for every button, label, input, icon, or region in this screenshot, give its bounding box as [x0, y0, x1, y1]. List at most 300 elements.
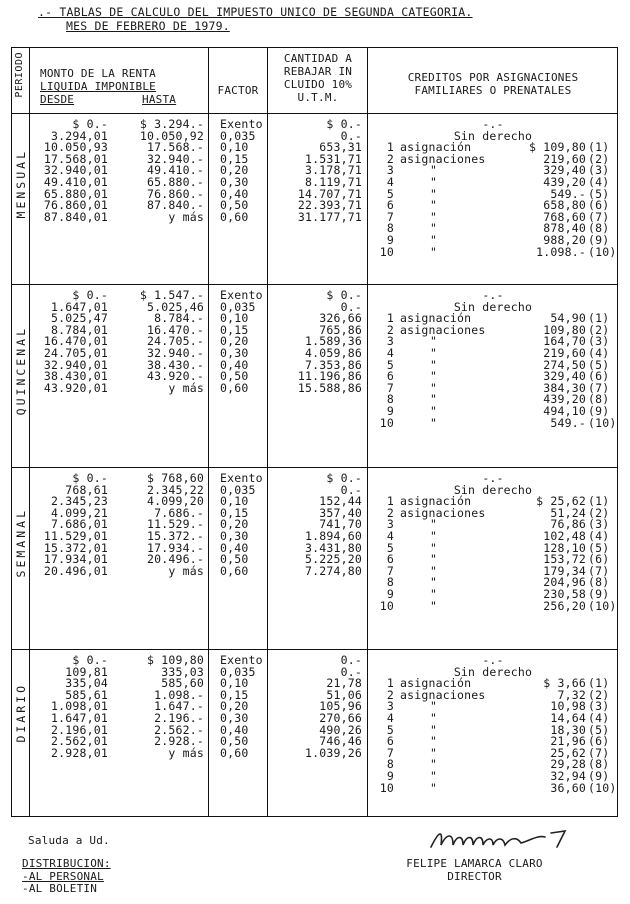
- credit-row: [12, 322, 617, 337]
- bracket-cantidad: 15.588,86: [297, 380, 362, 395]
- title-line-2: MES DE FEBRERO DE 1979.: [66, 19, 230, 33]
- credit-index: (10): [588, 415, 617, 430]
- credit-index: (9): [588, 233, 610, 247]
- credit-amount: $ 3,66: [543, 676, 586, 691]
- credit-label: ": [430, 415, 438, 430]
- bracket-desde: 1.647,01: [51, 299, 108, 314]
- bracket-cantidad: 741,70: [319, 517, 362, 532]
- credit-amount: 494,10: [543, 404, 586, 418]
- credit-index: (3): [588, 699, 610, 714]
- credit-row: [12, 780, 617, 795]
- table-header: [12, 48, 617, 114]
- closing-salutation: Saluda a Ud.: [28, 834, 110, 847]
- credit-label: -.-: [482, 653, 504, 667]
- credit-count: 7: [386, 563, 394, 578]
- bracket-factor: 0,40: [220, 540, 249, 555]
- credit-label: ": [430, 780, 438, 795]
- credit-label: ": [430, 722, 438, 737]
- credit-row: [12, 151, 617, 166]
- distribution-item-personal: -AL PERSONAL: [22, 869, 104, 883]
- credit-amount: 549.-: [550, 415, 586, 430]
- bracket-hasta: 8.784.-: [154, 311, 204, 326]
- credit-amount: 102,48: [543, 529, 586, 543]
- credit-index: (3): [588, 517, 610, 532]
- credit-amount: 164,70: [543, 334, 586, 349]
- credit-index: (8): [588, 575, 610, 590]
- credit-amount: $ 25,62: [536, 494, 586, 509]
- bracket-hasta: 335,03: [161, 664, 204, 679]
- credit-count: 5: [386, 357, 394, 372]
- bracket-desde: 20.496,01: [43, 563, 108, 578]
- credit-amount: 21,96: [550, 734, 586, 749]
- credit-count: 10: [379, 415, 394, 430]
- bracket-desde: 17.934,01: [43, 552, 108, 567]
- credit-count: 1: [386, 311, 394, 326]
- bracket-hasta: $ 3.294.-: [139, 117, 204, 131]
- credit-amount: 36,60: [550, 780, 586, 795]
- credit-index: (7): [588, 563, 610, 578]
- credit-row: [12, 357, 617, 372]
- bracket-cantidad: 0.-: [340, 482, 362, 497]
- bracket-factor: 0,40: [220, 722, 249, 737]
- credit-amount: 51,24: [550, 505, 586, 520]
- credit-amount: 439,20: [543, 175, 586, 189]
- bracket-hasta: 10.050,92: [139, 128, 204, 143]
- credit-count: 10: [379, 244, 394, 259]
- credit-row: [12, 209, 617, 224]
- credit-row: [12, 235, 617, 247]
- credit-label: Sin derecho: [453, 299, 533, 314]
- credit-label: ": [430, 575, 438, 590]
- credit-amount: $ 109,80: [529, 140, 586, 155]
- bracket-hasta: y más: [168, 745, 204, 760]
- credit-row: [12, 244, 617, 259]
- credit-index: (8): [588, 392, 610, 407]
- credit-amount: 29,28: [550, 757, 586, 772]
- credit-label: ": [430, 699, 438, 714]
- credit-amount: 128,10: [543, 540, 586, 555]
- bracket-factor: 0,15: [220, 687, 249, 702]
- bracket-desde: 16.470,01: [43, 334, 108, 349]
- bracket-hasta: 4.099,20: [147, 494, 204, 509]
- bracket-cantidad: $ 0.-: [326, 471, 362, 485]
- bracket-factor: Exento: [220, 471, 263, 485]
- distribution-item-boletin: -AL BOLETIN: [22, 882, 98, 895]
- bracket-hasta: 585,60: [161, 676, 204, 691]
- bracket-desde: 24.705,01: [43, 346, 108, 360]
- credit-index: (1): [588, 311, 610, 326]
- credit-row: [12, 415, 617, 430]
- bracket-hasta: 11.529.-: [147, 517, 204, 532]
- tax-table: [11, 47, 618, 817]
- credit-label: ": [430, 745, 438, 760]
- bracket-factor: Exento: [220, 117, 263, 131]
- credit-label: ": [430, 244, 438, 259]
- credit-row: [12, 771, 617, 783]
- credit-count: 4: [386, 529, 394, 543]
- monto-header-line-1: MONTO DE LA RENTA: [40, 67, 156, 80]
- credit-row: [12, 713, 617, 725]
- credit-count: 3: [386, 699, 394, 714]
- credit-amount: 219,60: [543, 346, 586, 360]
- credit-label: asignación: [400, 140, 472, 155]
- credit-amount: 153,72: [543, 552, 586, 567]
- bracket-factor: 0,30: [220, 346, 249, 360]
- credit-count: 6: [386, 734, 394, 749]
- credit-row: [12, 687, 617, 702]
- credit-label: ": [430, 563, 438, 578]
- credit-amount: 230,58: [543, 587, 586, 601]
- bracket-factor: 0,50: [220, 552, 249, 567]
- bracket-cantidad: 490,26: [319, 722, 362, 737]
- credit-label: asignaciones: [400, 322, 486, 337]
- credit-amount: 14,64: [550, 711, 586, 725]
- bracket-cantidad: 8.119,71: [305, 175, 362, 189]
- credit-index: (7): [588, 209, 610, 224]
- bracket-desde: 585,61: [65, 687, 108, 702]
- credit-label: ": [430, 198, 438, 213]
- bracket-factor: 0,10: [220, 676, 249, 691]
- credit-count: 9: [386, 404, 394, 418]
- credit-row: [12, 554, 617, 566]
- credit-label: ": [430, 711, 438, 725]
- credit-count: 1: [386, 676, 394, 691]
- bracket-factor: 0,60: [220, 380, 249, 395]
- credit-amount: 32,94: [550, 769, 586, 783]
- bracket-factor: Exento: [220, 288, 263, 302]
- credit-index: (1): [588, 676, 610, 691]
- credit-index: (10): [588, 244, 617, 259]
- bracket-cantidad: 4.059,86: [305, 346, 362, 360]
- credit-row: [12, 406, 617, 418]
- bracket-hasta: y más: [168, 380, 204, 395]
- credit-count: 6: [386, 198, 394, 213]
- bracket-desde: 1.098,01: [51, 699, 108, 714]
- credit-count: 9: [386, 769, 394, 783]
- hasta-header: HASTA: [142, 93, 177, 106]
- credit-row: [12, 589, 617, 601]
- bracket-cantidad: 7.274,80: [305, 563, 362, 578]
- bracket-cantidad: 105,96: [319, 699, 362, 714]
- credit-row: [12, 505, 617, 520]
- credit-row: [12, 142, 617, 154]
- credit-count: 1: [386, 140, 394, 155]
- bracket-hasta: 15.372.-: [147, 529, 204, 543]
- bracket-factor: 0,40: [220, 186, 249, 201]
- credit-label: ": [430, 529, 438, 543]
- bracket-factor: 0,50: [220, 734, 249, 749]
- bracket-hasta: 65.880.-: [147, 175, 204, 189]
- bracket-hasta: y más: [168, 209, 204, 224]
- bracket-factor: 0,15: [220, 322, 249, 337]
- bracket-cantidad: 0.-: [340, 299, 362, 314]
- credit-amount: 76,86: [550, 517, 586, 532]
- bracket-cantidad: 11.196,86: [297, 369, 362, 384]
- credit-count: 7: [386, 380, 394, 395]
- credit-count: 2: [386, 505, 394, 520]
- credit-row: [12, 177, 617, 189]
- bracket-hasta: 16.470.-: [147, 322, 204, 337]
- credit-label: asignación: [400, 311, 472, 326]
- distribution-title: DISTRIBUCION:: [22, 857, 111, 870]
- credit-count: 2: [386, 151, 394, 166]
- bracket-hasta: 43.920.-: [147, 369, 204, 384]
- credit-count: 9: [386, 587, 394, 601]
- credit-index: (1): [588, 140, 610, 155]
- credit-index: (7): [588, 745, 610, 760]
- credit-index: (10): [588, 780, 617, 795]
- credit-index: (6): [588, 734, 610, 749]
- credit-row: [12, 664, 617, 679]
- credit-row: [12, 380, 617, 395]
- bracket-hasta: 5.025,46: [147, 299, 204, 314]
- credit-count: 8: [386, 575, 394, 590]
- credit-label: ": [430, 233, 438, 247]
- credit-amount: 384,30: [543, 380, 586, 395]
- bracket-factor: 0,10: [220, 140, 249, 155]
- period-label: QUINCENAL: [14, 325, 28, 415]
- bracket-desde: 10.050,93: [43, 140, 108, 155]
- credit-count: 3: [386, 163, 394, 178]
- credit-label: asignaciones: [400, 687, 486, 702]
- bracket-factor: 0,50: [220, 369, 249, 384]
- credit-amount: 439,20: [543, 392, 586, 407]
- desde-header: DESDE: [40, 93, 75, 106]
- cantidad-header-line-2: REBAJAR IN: [283, 65, 353, 78]
- bracket-cantidad: 1.039,26: [305, 745, 362, 760]
- bracket-cantidad: 270,66: [319, 711, 362, 725]
- bracket-factor: 0,20: [220, 334, 249, 349]
- credit-row: [12, 186, 617, 201]
- credit-count: 4: [386, 711, 394, 725]
- credit-amount: 7,32: [557, 687, 586, 702]
- credit-label: asignación: [400, 494, 472, 509]
- section-semanal: [12, 467, 617, 650]
- bracket-factor: 0,035: [220, 299, 256, 314]
- credit-row: [12, 336, 617, 348]
- bracket-cantidad: 765,86: [319, 322, 362, 337]
- bracket-hasta: 49.410.-: [147, 163, 204, 178]
- bracket-hasta: 87.840.-: [147, 198, 204, 213]
- credit-label: -.-: [482, 288, 504, 302]
- bracket-factor: 0,60: [220, 209, 249, 224]
- periodo-header: [12, 48, 29, 113]
- title-line-1: .- TABLAS DE CALCULO DEL IMPUESTO UNICO DE SEGUNDA CATEGORIA.: [38, 5, 473, 19]
- bracket-cantidad: 1.589,36: [305, 334, 362, 349]
- bracket-desde: 32.940,01: [43, 163, 108, 178]
- credit-row: [12, 223, 617, 235]
- bracket-factor: 0,20: [220, 163, 249, 178]
- credit-row: [12, 200, 617, 212]
- credit-count: 3: [386, 334, 394, 349]
- credit-label: asignación: [400, 676, 472, 691]
- credit-label: Sin derecho: [453, 664, 533, 679]
- bracket-factor: 0,30: [220, 529, 249, 543]
- monto-header-line-2: LIQUIDA IMPONIBLE: [40, 80, 156, 93]
- bracket-factor: 0,15: [220, 151, 249, 166]
- credit-count: 6: [386, 369, 394, 384]
- credit-label: ": [430, 404, 438, 418]
- bracket-desde: $ 0.-: [72, 471, 108, 485]
- bracket-cantidad: 152,44: [319, 494, 362, 509]
- credit-row: [12, 313, 617, 325]
- factor-header: FACTOR: [217, 84, 259, 97]
- credit-count: 10: [379, 780, 394, 795]
- credit-amount: 179,34: [543, 563, 586, 578]
- bracket-desde: $ 0.-: [72, 653, 108, 667]
- credit-index: (8): [588, 221, 610, 236]
- credit-row: [12, 759, 617, 771]
- credit-index: (6): [588, 552, 610, 567]
- credit-label: asignaciones: [400, 151, 486, 166]
- bracket-desde: 43.920,01: [43, 380, 108, 395]
- bracket-desde: $ 0.-: [72, 117, 108, 131]
- bracket-desde: 2.928,01: [51, 745, 108, 760]
- bracket-cantidad: 3.431,80: [305, 540, 362, 555]
- credit-label: ": [430, 517, 438, 532]
- credit-count: 6: [386, 552, 394, 567]
- bracket-desde: 7.686,01: [51, 517, 108, 532]
- bracket-hasta: 2.562.-: [154, 722, 204, 737]
- bracket-desde: 768,61: [65, 482, 108, 497]
- credit-index: (4): [588, 175, 610, 189]
- bracket-desde: 8.784,01: [51, 322, 108, 337]
- credit-row: [12, 701, 617, 713]
- bracket-cantidad: 326,66: [319, 311, 362, 326]
- credit-count: 8: [386, 392, 394, 407]
- bracket-hasta: 38.430.-: [147, 357, 204, 372]
- credit-index: (7): [588, 380, 610, 395]
- bracket-factor: 0,20: [220, 699, 249, 714]
- credit-label: -.-: [482, 471, 504, 485]
- credit-amount: 274,50: [543, 357, 586, 372]
- bracket-cantidad: 22.393,71: [297, 198, 362, 213]
- credit-index: (10): [588, 598, 617, 613]
- credit-amount: 988,20: [543, 233, 586, 247]
- credit-count: 4: [386, 346, 394, 360]
- credit-index: (5): [588, 357, 610, 372]
- bracket-cantidad: 0.-: [340, 653, 362, 667]
- bracket-factor: 0,10: [220, 494, 249, 509]
- bracket-desde: 335,04: [65, 676, 108, 691]
- credit-label: ": [430, 209, 438, 224]
- bracket-hasta: $ 1.547.-: [139, 288, 204, 302]
- bracket-desde: 2.345,23: [51, 494, 108, 509]
- distribution-block: [22, 858, 111, 896]
- credit-label: ": [430, 392, 438, 407]
- credit-label: ": [430, 769, 438, 783]
- credit-amount: 329,40: [543, 369, 586, 384]
- bracket-desde: 5.025,47: [51, 311, 108, 326]
- creditos-header: [368, 71, 618, 97]
- bracket-hasta: $ 768,60: [147, 471, 204, 485]
- bracket-hasta: 17.934.-: [147, 540, 204, 555]
- credit-index: (2): [588, 505, 610, 520]
- credit-amount: 219,60: [543, 151, 586, 166]
- credit-row: [12, 563, 617, 578]
- credit-count: 7: [386, 209, 394, 224]
- credit-row: [12, 577, 617, 589]
- credit-amount: 329,40: [543, 163, 586, 178]
- periodo-label: PERIODO: [14, 52, 25, 98]
- credit-amount: 768,60: [543, 209, 586, 224]
- signer-title: DIRECTOR: [447, 869, 502, 883]
- period-label: SEMANAL: [14, 508, 28, 578]
- credit-index: (3): [588, 334, 610, 349]
- credit-row: [12, 496, 617, 508]
- credit-row: [12, 736, 617, 748]
- bracket-cantidad: 357,40: [319, 505, 362, 520]
- bracket-cantidad: 21,78: [326, 676, 362, 691]
- credit-amount: 25,62: [550, 745, 586, 760]
- credit-label: ": [430, 552, 438, 567]
- bracket-hasta: y más: [168, 563, 204, 578]
- credit-label: Sin derecho: [453, 128, 533, 143]
- credit-label: ": [430, 369, 438, 384]
- section-mensual: [12, 113, 617, 285]
- bracket-cantidad: 0.-: [340, 128, 362, 143]
- section-diario: [12, 649, 617, 816]
- bracket-hasta: 1.647.-: [154, 699, 204, 714]
- bracket-hasta: 2.196.-: [154, 711, 204, 725]
- credit-row: [12, 531, 617, 543]
- credit-amount: 549.-: [550, 186, 586, 201]
- credit-count: 5: [386, 186, 394, 201]
- document-title: [38, 5, 473, 33]
- bracket-desde: 11.529,01: [43, 529, 108, 543]
- credit-row: [12, 540, 617, 555]
- bracket-hasta: 2.345,22: [147, 482, 204, 497]
- credit-index: (6): [588, 198, 610, 213]
- bracket-factor: 0,50: [220, 198, 249, 213]
- credit-index: (4): [588, 711, 610, 725]
- bracket-hasta: $ 109,80: [147, 653, 204, 667]
- credit-index: (5): [588, 722, 610, 737]
- bracket-desde: 2.562,01: [51, 734, 108, 749]
- credit-index: (9): [588, 587, 610, 601]
- bracket-hasta: 20.496.-: [147, 552, 204, 567]
- credit-label: ": [430, 540, 438, 555]
- bracket-desde: 109,81: [65, 664, 108, 679]
- bracket-cantidad: $ 0.-: [326, 117, 362, 131]
- bracket-factor: 0,20: [220, 517, 249, 532]
- bracket-cantidad: 653,31: [319, 140, 362, 155]
- bracket-factor: 0,10: [220, 311, 249, 326]
- credit-amount: 204,96: [543, 575, 586, 590]
- credit-row: [12, 482, 617, 497]
- bracket-hasta: 2.928.-: [154, 734, 204, 749]
- bracket-cantidad: 7.353,86: [305, 357, 362, 372]
- bracket-desde: 3.294,01: [51, 128, 108, 143]
- bracket-hasta: 7.686.-: [154, 505, 204, 520]
- credit-label: ": [430, 598, 438, 613]
- credit-index: (6): [588, 369, 610, 384]
- creditos-header-line-2: FAMILIARES O PRENATALES: [414, 84, 572, 97]
- bracket-cantidad: 51,06: [326, 687, 362, 702]
- credit-label: ": [430, 186, 438, 201]
- credit-label: asignaciones: [400, 505, 486, 520]
- period-label: MENSUAL: [14, 148, 28, 218]
- credit-count: 2: [386, 322, 394, 337]
- credit-count: 8: [386, 221, 394, 236]
- credit-count: 1: [386, 494, 394, 509]
- credit-label: ": [430, 734, 438, 749]
- credit-index: (5): [588, 540, 610, 555]
- credit-row: [12, 128, 617, 143]
- bracket-desde: 76.860,01: [43, 198, 108, 213]
- credit-index: (1): [588, 494, 610, 509]
- credit-row: [12, 745, 617, 760]
